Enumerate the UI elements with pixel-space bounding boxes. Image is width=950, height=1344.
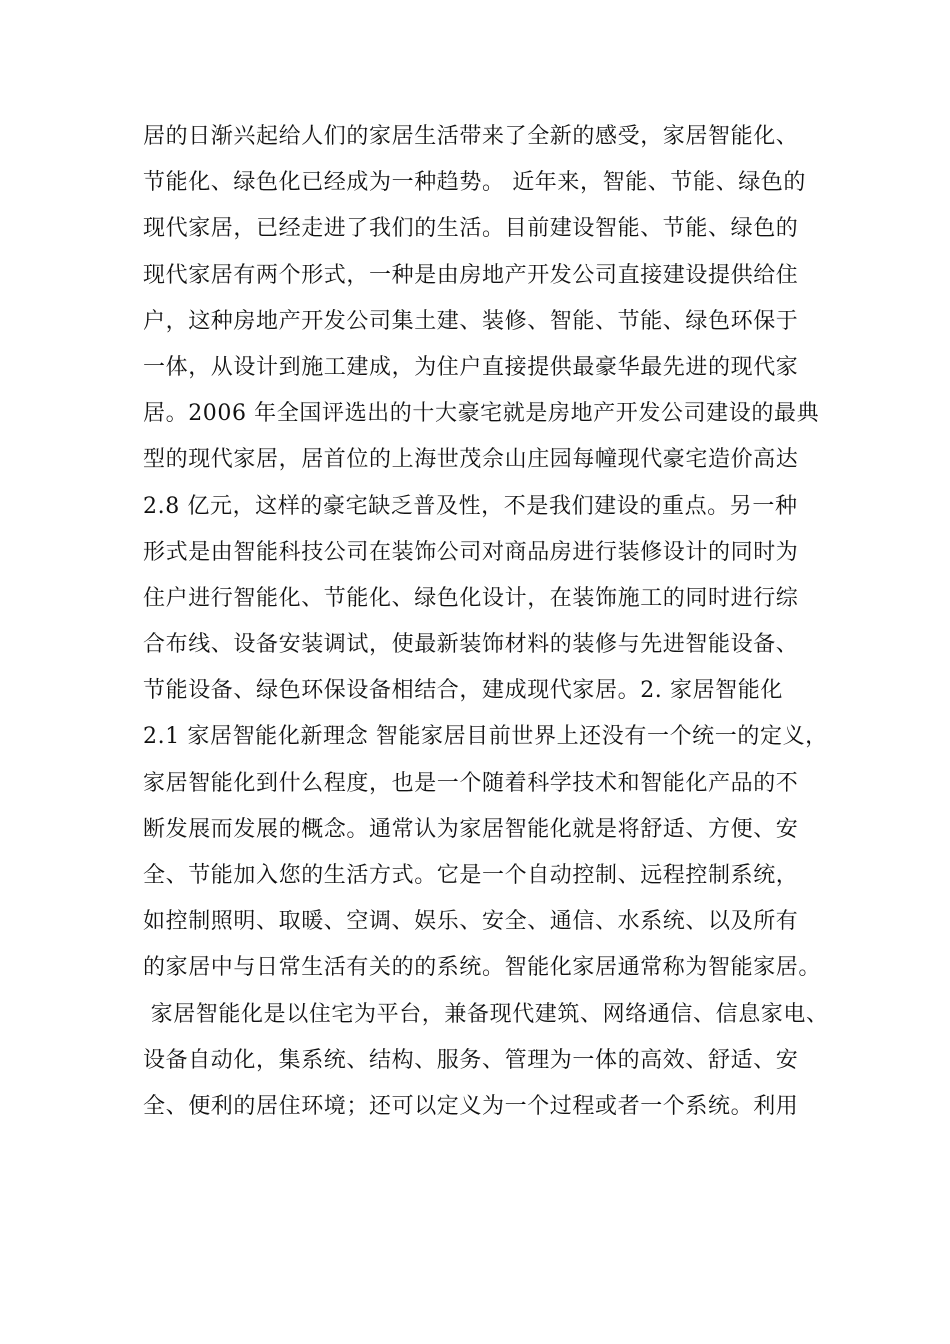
- text-line: 合布线、设备安装调试，使最新装饰材料的装修与先进智能设备、: [143, 632, 799, 658]
- text-line: 节能设备、绿色环保设备相结合，建成现代家居。2. 家居智能化: [143, 678, 783, 704]
- text-line: 一体，从设计到施工建成，为住户直接提供最豪华最先进的现代家: [143, 354, 799, 380]
- text-line: 居。2006 年全国评选出的十大豪宅就是房地产开发公司建设的最典: [143, 401, 820, 427]
- text-line: 2.8 亿元，这样的豪宅缺乏普及性，不是我们建设的重点。另一种: [143, 493, 798, 519]
- text-line: 家居智能化是以住宅为平台，兼备现代建筑、网络通信、信息家电、: [143, 1001, 829, 1027]
- text-line: 2.1 家居智能化新理念 智能家居目前世界上还没有一个统一的定义，: [143, 724, 828, 750]
- text-line: 户，这种房地产开发公司集土建、装修、智能、节能、绿色环保于: [143, 308, 799, 334]
- text-line: 节能化、绿色化已经成为一种趋势。 近年来，智能、节能、绿色的: [143, 170, 806, 196]
- body-text: [143, 114, 833, 1130]
- text-line: 全、节能加入您的生活方式。它是一个自动控制、远程控制系统，: [143, 863, 799, 888]
- text-line: 如控制照明、取暖、空调、娱乐、安全、通信、水系统、以及所有: [143, 909, 799, 935]
- text-line: 形式是由智能科技公司在装饰公司对商品房进行装修设计的同时为: [143, 539, 799, 565]
- text-line: 的家居中与日常生活有关的的系统。智能化家居通常称为智能家居。: [143, 955, 822, 981]
- text-line: 型的现代家居，居首位的上海世茂佘山庄园每幢现代豪宅造价高达: [143, 447, 799, 473]
- text-line: 住户进行智能化、节能化、绿色化设计，在装饰施工的同时进行综: [143, 585, 799, 611]
- text-line: 现代家居，已经走进了我们的生活。目前建设智能、节能、绿色的: [143, 216, 799, 242]
- text-line: 家居智能化到什么程度，也是一个随着科学技术和智能化产品的不: [143, 770, 799, 796]
- text-line: 居的日渐兴起给人们的家居生活带来了全新的感受，家居智能化、: [143, 124, 799, 149]
- text-line: 断发展而发展的概念。通常认为家居智能化就是将舒适、方便、安: [143, 816, 799, 842]
- text-line: 现代家居有两个形式，一种是由房地产开发公司直接建设提供给住: [143, 262, 799, 288]
- text-line: 设备自动化，集系统、结构、服务、管理为一体的高效、舒适、安: [143, 1047, 799, 1073]
- text-line: 全、便利的居住环境；还可以定义为一个过程或者一个系统。利用: [143, 1093, 799, 1119]
